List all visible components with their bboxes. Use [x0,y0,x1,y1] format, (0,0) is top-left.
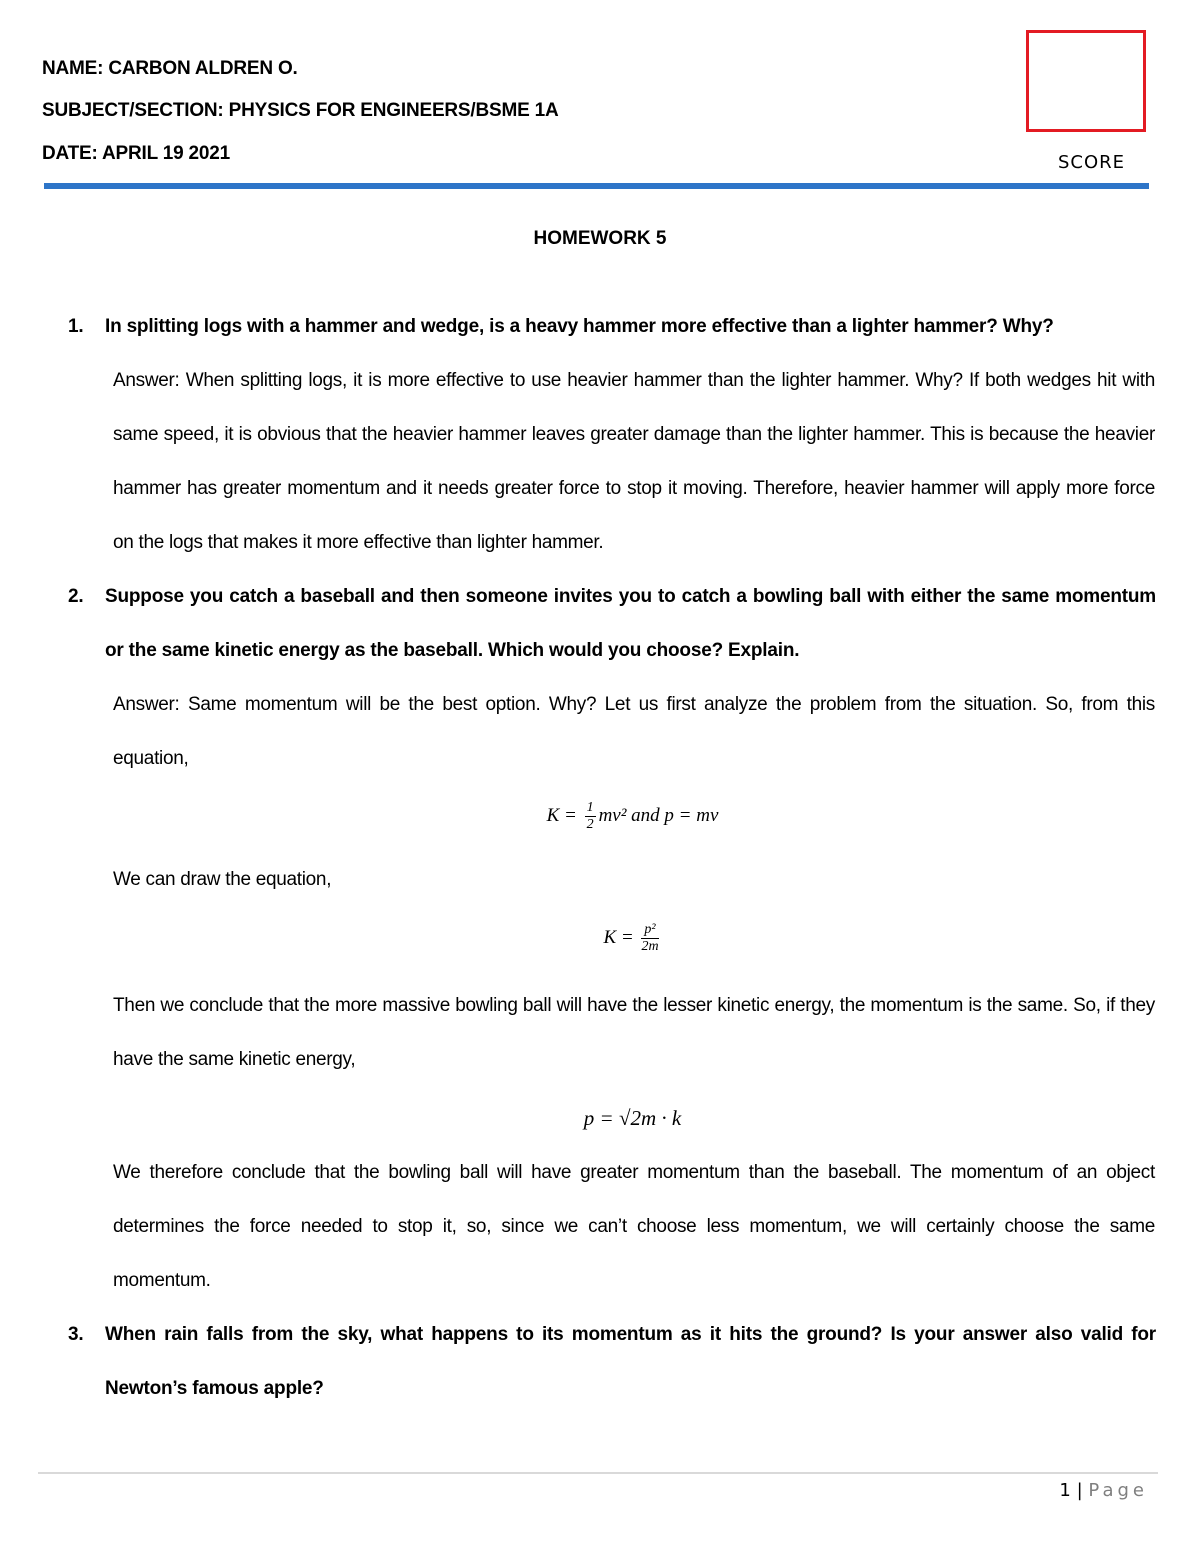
fraction-numerator: 1 [586,800,594,815]
answer-2-intro: Answer: Same momentum will be the best option. Why? Let us first analyze the problem from the situation. So, from this equation, [113,694,1155,769]
fraction-p2-over-2m [641,922,658,955]
question-number: 3. [68,1324,84,1345]
date: DATE: APRIL 19 2021 [42,143,231,164]
conclusion-1: Then we conclude that the more massive bowling ball will have the lesser kinetic energy, the momentum is the same. So, if they have the same kinetic energy, [113,995,1155,1070]
conclusion-2: We therefore conclude that the bowling ball will have greater momentum than the baseball. The momentum of an object determines the force needed to stop it, so, since we can’t choose less momentum, we will certainly choose the same momentum. [113,1162,1155,1291]
page-separator: | [1076,1480,1083,1501]
fraction-numerator: p² [641,922,658,939]
eq2-lhs: K = [603,926,639,948]
fraction-denominator: 2m [641,939,659,954]
question-3 [68,1308,1156,1416]
score-box [1026,30,1146,132]
page-title: HOMEWORK 5 [533,228,667,249]
question-text: In splitting logs with a hammer and wedge, is a heavy hammer more effective than a lighter hammer? Why? [105,316,1054,337]
equation-k-p-squared [0,922,1200,955]
answer-1: Answer: When splitting logs, it is more effective to use heavier hammer than the lighter hammer. Why? If both wedges hit with same speed, it is obvious that the heavier hammer leaves greater damage than the lighter hammer. This is because the heavier hammer has greater momentum and it needs greater force to stop it moving. Therefore, heavier hammer will apply more force on the logs that makes it more effective than lighter hammer. [113,370,1155,553]
student-name: NAME: CARBON ALDREN O. [42,58,298,79]
eq1-rhs: mv² and p = mv [598,804,719,826]
page-word: Page [1088,1480,1148,1501]
question-text: Suppose you catch a baseball and then someone invites you to catch a bowling ball with either the same momentum or the same kinetic energy as the baseball. Which would you choose? Explain. [105,586,1156,661]
question-1 [68,300,1156,354]
footer-rule [38,1472,1158,1474]
eq1-lhs: K = [546,804,582,826]
fraction-denominator: 2 [586,817,594,832]
page-footer [1059,1480,1148,1501]
question-number: 2. [68,586,84,607]
equation-momentum-sqrt: p = √2m · k [583,1106,682,1130]
page-number: 1 [1059,1480,1071,1501]
draw-equation-text: We can draw the equation, [113,869,332,890]
header-rule [44,183,1149,189]
score-label: SCORE [1058,152,1126,173]
question-2 [68,570,1156,678]
subject-section: SUBJECT/SECTION: PHYSICS FOR ENGINEERS/BSME 1A [42,100,559,121]
question-number: 1. [68,316,84,337]
fraction-one-half [585,800,596,833]
equation-kinetic-energy [0,800,1200,833]
question-text: When rain falls from the sky, what happens to its momentum as it hits the ground? Is your answer also valid for Newton’s famous apple? [105,1324,1156,1399]
